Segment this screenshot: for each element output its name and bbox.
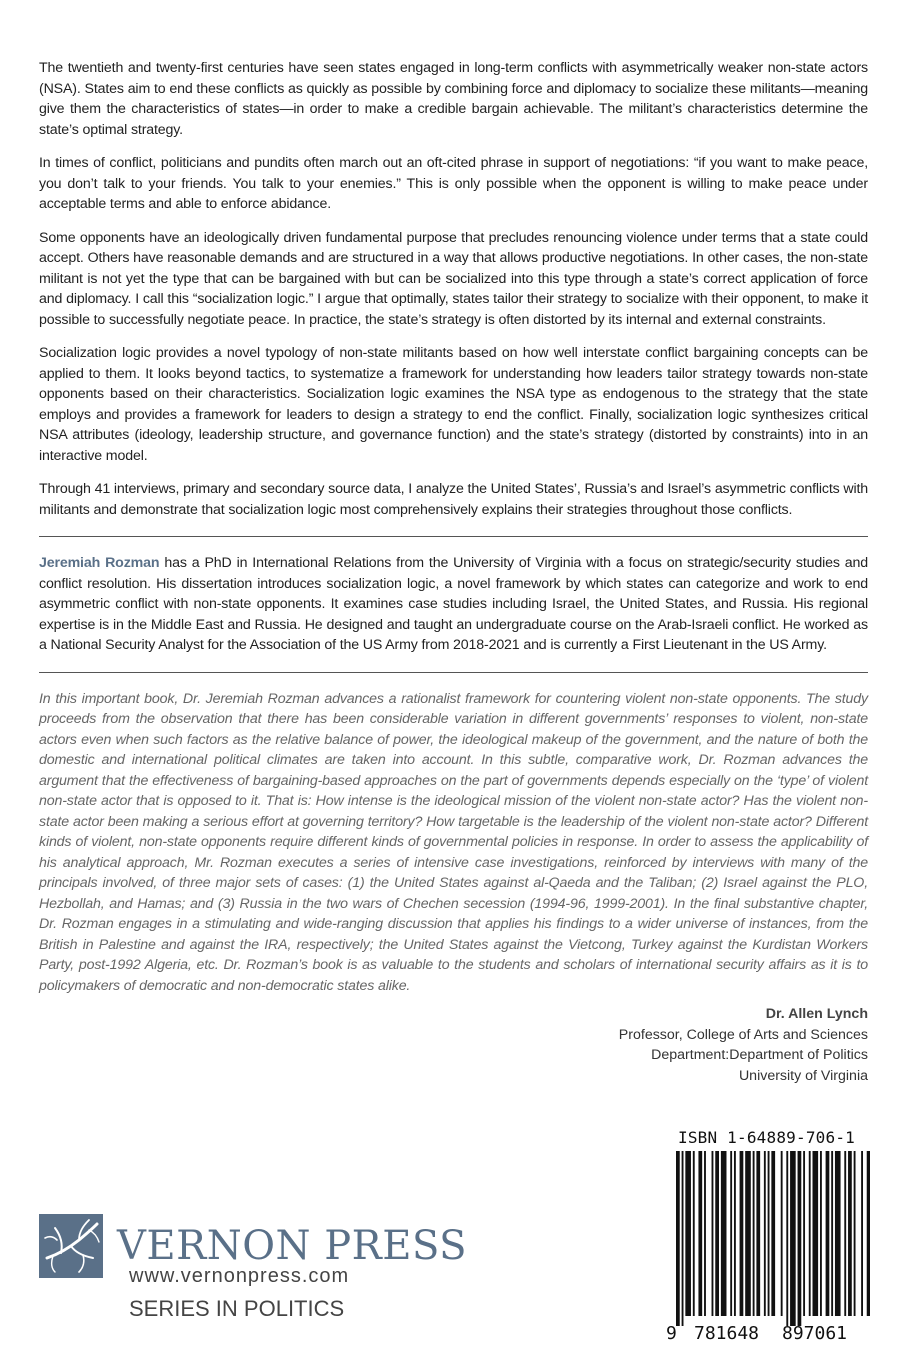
barcode-bar — [803, 1151, 805, 1316]
barcode-bar — [854, 1151, 856, 1316]
barcode-bar — [682, 1151, 684, 1326]
barcode-bar — [798, 1151, 802, 1326]
barcode-bar — [685, 1151, 691, 1316]
reviewer-title: Professor, College of Arts and Sciences — [618, 1026, 868, 1043]
summary-paragraph-2: In times of conflict, politicians and pundits often march out an oft-cited phrase in support of negotiations: “if you want to make peace, you don’t talk to your friends. You talk to your enemies.” This is only possible when the opponent is willing to make peace under acceptable terms and able to enforce abidance. — [39, 155, 868, 212]
author-bio-text: has a PhD in International Relations from the University of Virginia with a focus on strategic/security studies and conflict resolution. His dissertation introduces socialization logic, a novel framework by which states can categorize and work to end asymmetric conflict with non-state opponents. It examines case studies including Israel, the United States, and Russia. His regional expertise is in the Middle East and Russia. He designed and taught an undergraduate course on the Arab-Israeli conflict. He worked as a National Security Analyst for the Association of the US Army from 2018-2021 and is currently a First Lieutenant in the US Army. — [39, 555, 868, 653]
barcode-bar — [809, 1151, 811, 1316]
barcode-bar — [734, 1151, 736, 1316]
barcode-bar — [820, 1151, 822, 1316]
publisher-block — [39, 1214, 468, 1334]
barcode-bar — [790, 1151, 796, 1326]
publisher-name: VERNON PRESS — [117, 1223, 468, 1269]
reviewer-university: University of Virginia — [738, 1067, 868, 1084]
summary-paragraph-1: The twentieth and twenty-first centuries have seen states engaged in long-term conflicts with asymmetrically weaker non-state actors (NSA). States aim to end these conflicts as quickly as possible by combining force and diplomacy to socialize these militants—meaning give them the characteristics of states—in order to make a credible bargain achievable. The militant’s characteristics determine the state’s optimal strategy. — [39, 60, 868, 138]
barcode-icon — [674, 1151, 870, 1326]
barcode-bar — [721, 1151, 727, 1316]
barcode-bar — [715, 1151, 719, 1316]
barcode-bar — [861, 1151, 863, 1316]
summary-paragraph-3: Some opponents have an ideologically driven fundamental purpose that precludes renouncing violence under terms that a state could accept. Others have reasonable demands and are structured in a way that allows productive negotiations. In other cases, the non-state militant is not yet the type that can be bargained with but can be socialized into this type through a state’s correct application of force and diplomacy. I call this “socialization logic.” I argue that optimally, states tailor their strategy to socialize with their opponent, to make it possible to successfully negotiate peace. In practice, the state’s strategy is often distorted by its internal and external constraints. — [39, 229, 868, 328]
barcode-bar — [826, 1151, 830, 1316]
barcode-bar — [693, 1151, 695, 1316]
barcode-bar — [712, 1151, 714, 1316]
barcode-block — [666, 1128, 874, 1348]
barcode-bar — [786, 1151, 788, 1326]
barcode-bar — [831, 1151, 833, 1316]
divider-1 — [39, 536, 868, 537]
isbn-label: ISBN 1-64889-706-1 — [678, 1128, 855, 1147]
reviewer-department: Department:Department of Politics — [651, 1047, 868, 1063]
barcode-bar — [740, 1151, 744, 1316]
barcode-bar — [730, 1151, 732, 1316]
author-bio — [39, 553, 868, 656]
reviewer-name: Dr. Allen Lynch — [765, 1006, 868, 1022]
barcode-bar — [844, 1151, 846, 1316]
barcode-bar — [704, 1151, 706, 1316]
series-name: SERIES IN POLITICS — [129, 1296, 345, 1321]
review-quote: In this important book, Dr. Jeremiah Rozman advances a rationalist framework for countering violent non-state opponents. The study proceeds from the observation that there has been considerable variation in different governments’ responses to violent, non-state actors even when such factors as the relative balance of power, the ideological makeup of the government, and the nature of both the domestic and international political climates are taken into account. In this subtle, comparative work, Dr. Rozman advances the argument that the effectiveness of bargaining-based approaches on the part of governments depends especially on the ‘type’ of violent non-state actor that is opposed to it. That is: How intense is the ideological mission of the violent non-state actor? Has the violent non-state actor been making a serious effort at governing territory? How targetable is the leadership of the violent non-state actor? Different kinds of violent, non-state opponents require different kinds of governmental policies in response. In order to assess the applicability of his analytical approach, Mr. Rozman executes a series of intensive case investigations, reinforced by interviews with many of the principals involved, of three major sets of cases: (1) the United States against al-Qaeda and the Taliban; (2) Israel against the PLO, Hezbollah, and Hamas; and (3) Russia in the two wars of Chechen secession (1994-96, 1999-2001). In the final substantive chapter, Dr. Rozman engages in a stimulating and wide-ranging discussion that applies his findings to a wider universe of instances, from the British in Palestine and against the IRA, respectively; the United States against the Vietcong, Turkey against the Kurdistan Workers Party, post-1992 Algeria, etc. Dr. Rozman’s book is as valuable to the students and scholars of international security affairs as it is to policymakers of democratic and non-democratic states alike. — [39, 690, 868, 994]
back-cover-text — [39, 58, 868, 1086]
ean-right-digits: 897061 — [782, 1323, 848, 1344]
barcode-bar — [835, 1151, 841, 1316]
ean-first-digit: 9 — [666, 1323, 677, 1344]
publisher-url: www.vernonpress.com — [129, 1265, 350, 1287]
ean-left-digits: 781648 — [694, 1323, 760, 1344]
barcode-bar — [867, 1151, 870, 1316]
summary-paragraph-5: Through 41 interviews, primary and secondary source data, I analyze the United States’, Russia’s and Israel’s asymmetric conflicts with militants and demonstrate that socialization logic most comprehensively explains their strategies throughout those conflicts. — [39, 481, 868, 518]
barcode-bar — [745, 1151, 751, 1316]
barcode-bar — [848, 1151, 852, 1316]
author-name: Jeremiah Rozman — [39, 555, 160, 571]
summary-paragraph-4: Socialization logic provides a novel typology of non-state militants based on how well interstate conflict bargaining concepts can be applied to them. It looks beyond tactics, to systematize a framework for understanding how leaders tailor strategy towards non-state opponents based on their characteristics. Socialization logic examines the NSA type as endogenous to the strategy that the state employs and provides a framework for leaders to design a strategy to end the conflict. Finally, socialization logic synthesizes critical NSA attributes (ideology, leadership structure, and governance function) and the state’s strategy (distorted by constraints) into in an interactive model. — [39, 345, 868, 464]
divider-2 — [39, 672, 868, 673]
barcode-bar — [781, 1151, 783, 1316]
barcode-bar — [753, 1151, 755, 1316]
barcode-bar — [676, 1151, 680, 1326]
barcode-bar — [764, 1151, 766, 1316]
barcode-bar — [771, 1151, 775, 1316]
barcode-bar — [756, 1151, 760, 1316]
barcode-bar — [768, 1151, 770, 1316]
barcode-bar — [813, 1151, 819, 1316]
reviewer-signature — [39, 1004, 868, 1086]
tree-branch-icon — [39, 1214, 103, 1278]
barcode-bar — [698, 1151, 702, 1316]
